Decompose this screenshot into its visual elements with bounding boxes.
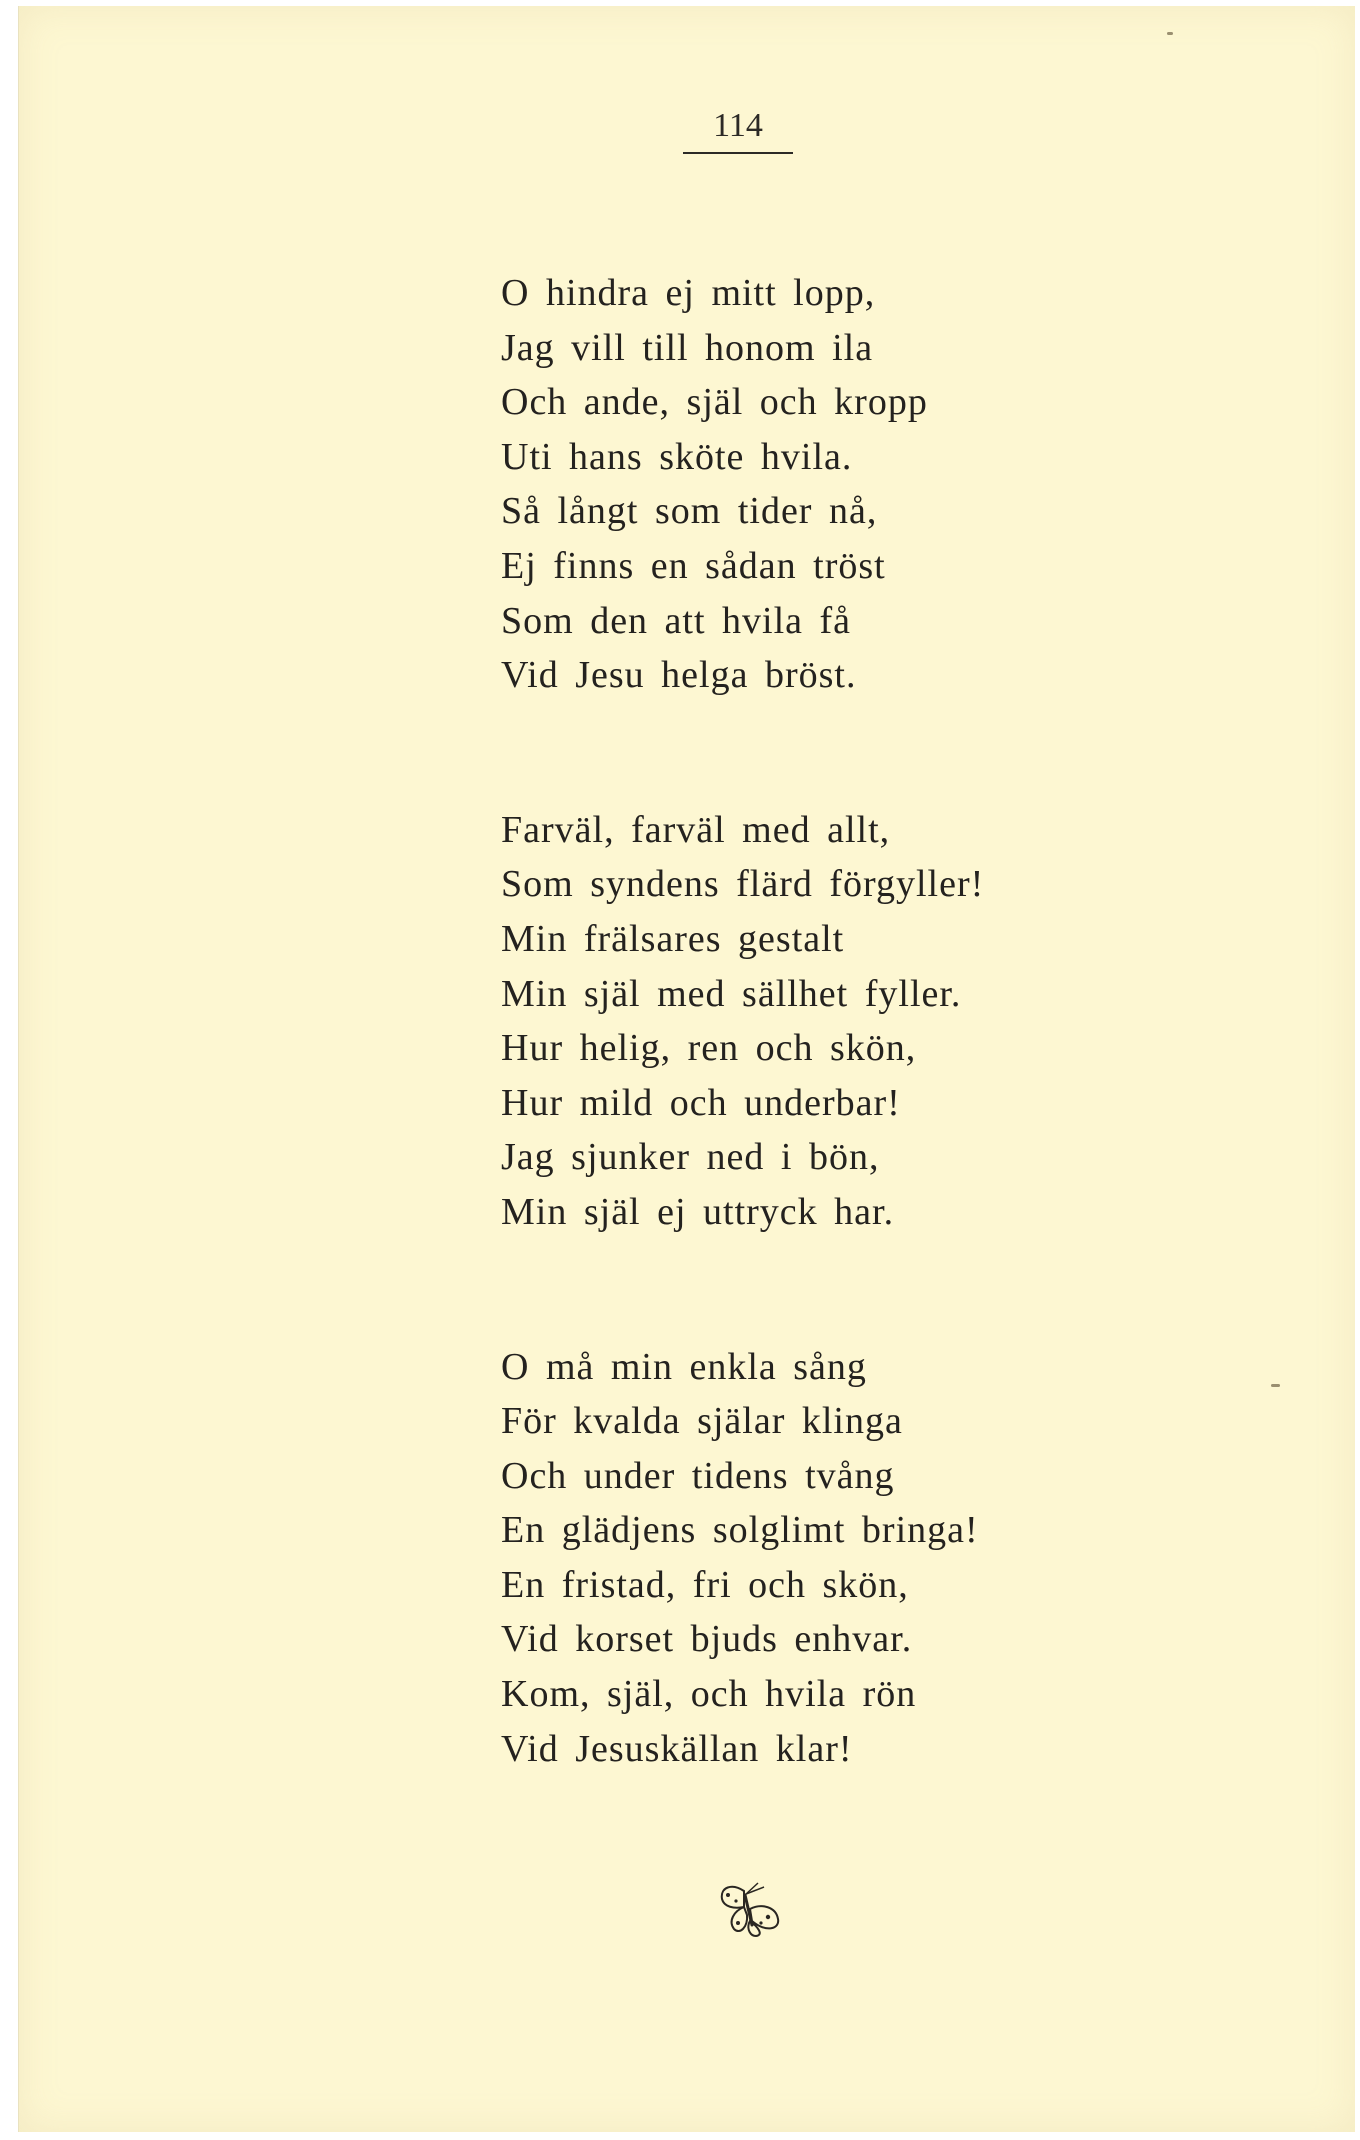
verse-line: Jag vill till honom ila bbox=[501, 326, 874, 369]
verse-line: Kom, själ, och hvila rön bbox=[501, 1673, 917, 1716]
verse-line: Farväl, farväl med allt, bbox=[501, 808, 891, 851]
verse-line: Så långt som tider nå, bbox=[501, 490, 878, 533]
verse-line: Uti hans sköte hvila. bbox=[501, 435, 853, 478]
verse-line: Som den att hvila få bbox=[501, 599, 852, 642]
paper-speck bbox=[1271, 1384, 1280, 1387]
verse-line: En glädjens solglimt bringa! bbox=[501, 1509, 979, 1552]
butterfly-ornament-icon bbox=[714, 1881, 784, 1937]
verse-line: För kvalda själar klinga bbox=[501, 1400, 903, 1443]
verse-line: Min själ med sällhet fyller. bbox=[501, 972, 962, 1015]
verse-line: Min själ ej uttryck har. bbox=[501, 1190, 895, 1233]
verse-line: Min frälsares gestalt bbox=[501, 917, 845, 960]
verse-line: Vid Jesu helga bröst. bbox=[501, 654, 857, 697]
verse-line: Och under tidens tvång bbox=[501, 1454, 895, 1497]
stanza-2 bbox=[501, 803, 1121, 1240]
verse-line: Hur mild och underbar! bbox=[501, 1081, 901, 1124]
verse-line: Vid korset bjuds enhvar. bbox=[501, 1618, 913, 1661]
poem bbox=[501, 266, 1121, 1876]
verse-line: Som syndens flärd förgyller! bbox=[501, 863, 985, 906]
page-header bbox=[683, 106, 793, 154]
page-number-rule bbox=[683, 152, 793, 154]
paper-speck bbox=[1167, 32, 1173, 35]
book-page bbox=[18, 6, 1355, 2132]
page-number: 114 bbox=[713, 107, 763, 144]
stanza-3 bbox=[501, 1340, 1121, 1777]
verse-line: En fristad, fri och skön, bbox=[501, 1563, 909, 1606]
verse-line: O må min enkla sång bbox=[501, 1345, 867, 1388]
verse-line: Vid Jesuskällan klar! bbox=[501, 1727, 853, 1770]
verse-line: Jag sjunker ned i bön, bbox=[501, 1136, 880, 1179]
verse-line: Hur helig, ren och skön, bbox=[501, 1027, 917, 1070]
verse-line: O hindra ej mitt lopp, bbox=[501, 272, 876, 314]
stanza-1 bbox=[501, 266, 1121, 703]
verse-line: Ej finns en sådan tröst bbox=[501, 544, 886, 587]
verse-line: Och ande, själ och kropp bbox=[501, 381, 928, 424]
